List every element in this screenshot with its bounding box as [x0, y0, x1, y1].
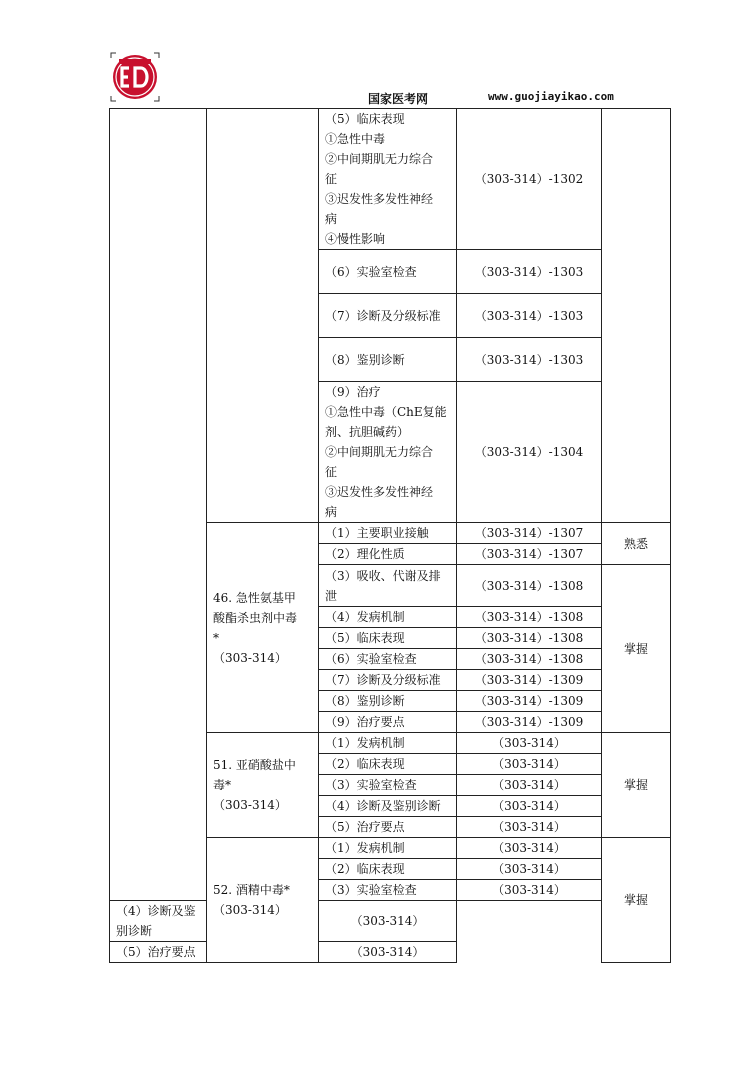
table-row: [110, 109, 671, 250]
item-cell: （4）诊断及鉴别诊断: [110, 901, 207, 942]
item-cell: （9）治疗 ①急性中毒（ChE复能 剂、抗胆碱药） ②中间期肌无力综合 征 ③迟发性多发性神经 病: [319, 382, 457, 523]
item-cell: （5）治疗要点: [319, 817, 457, 838]
code-cell: （303-314）: [457, 880, 602, 901]
site-name: 国家医考网: [368, 92, 429, 106]
topic-title-52: 52. 酒精中毒* （303-314）: [207, 838, 319, 963]
item-cell: （6）实验室检查: [319, 649, 457, 670]
code-cell: （303-314）-1308: [457, 628, 602, 649]
code-cell: （303-314）-1308: [457, 565, 602, 607]
item-cell: （3）实验室检查: [319, 775, 457, 796]
code-cell: （303-314）: [457, 754, 602, 775]
item-cell: （2）临床表现: [319, 859, 457, 880]
code-cell: （303-314）-1309: [457, 670, 602, 691]
site-logo: [110, 52, 160, 102]
level-cell-empty: [602, 109, 671, 523]
topic-title-51: 51. 亚硝酸盐中 毒* （303-314）: [207, 733, 319, 838]
item-cell: （7）诊断及分级标准: [319, 670, 457, 691]
item-cell: （4）诊断及鉴别诊断: [319, 796, 457, 817]
code-cell: （303-314）-1303: [457, 294, 602, 338]
level-cell: 掌握: [602, 565, 671, 733]
code-cell: （303-314）-1303: [457, 250, 602, 294]
code-cell: （303-314）: [457, 838, 602, 859]
code-cell: （303-314）: [457, 817, 602, 838]
item-cell: （8）鉴别诊断: [319, 338, 457, 382]
item-cell: （5）临床表现: [319, 628, 457, 649]
code-cell: （303-314）: [319, 901, 457, 942]
item-cell: （7）诊断及分级标准: [319, 294, 457, 338]
level-cell: 掌握: [602, 838, 671, 963]
code-cell: （303-314）-1307: [457, 544, 602, 565]
code-cell: （303-314）: [457, 796, 602, 817]
table-row: [110, 901, 671, 942]
code-cell: （303-314）-1303: [457, 338, 602, 382]
topic-title-46: 46. 急性氨基甲 酸酯杀虫剂中毒 * （303-314）: [207, 523, 319, 733]
code-cell: （303-314）-1309: [457, 691, 602, 712]
item-cell: （6）实验室检查: [319, 250, 457, 294]
code-cell: （303-314）: [457, 733, 602, 754]
code-cell: （303-314）: [457, 859, 602, 880]
syllabus-table: [109, 108, 671, 963]
table-row: [110, 942, 671, 963]
code-cell: （303-314）-1304: [457, 382, 602, 523]
site-url[interactable]: www.guojiayikao.com: [488, 90, 614, 103]
topic-cell-empty: [207, 109, 319, 523]
code-cell: （303-314）-1308: [457, 649, 602, 670]
code-cell: （303-314）: [457, 775, 602, 796]
level-cell: 掌握: [602, 733, 671, 838]
unit-cell: [110, 109, 207, 901]
item-cell: （9）治疗要点: [319, 712, 457, 733]
item-cell: （3）实验室检查: [319, 880, 457, 901]
item-cell: （8）鉴别诊断: [319, 691, 457, 712]
code-cell: （303-314）-1309: [457, 712, 602, 733]
code-cell: （303-314）: [319, 942, 457, 963]
item-cell: （2）理化性质: [319, 544, 457, 565]
level-cell: 熟悉: [602, 523, 671, 565]
item-cell: （3）吸收、代谢及排 泄: [319, 565, 457, 607]
item-cell: （2）临床表现: [319, 754, 457, 775]
item-cell: （5）治疗要点: [110, 942, 207, 963]
item-cell: （4）发病机制: [319, 607, 457, 628]
code-cell: （303-314）-1302: [457, 109, 602, 250]
item-cell: （1）发病机制: [319, 733, 457, 754]
code-cell: （303-314）-1307: [457, 523, 602, 544]
item-cell: （1）主要职业接触: [319, 523, 457, 544]
code-cell: （303-314）-1308: [457, 607, 602, 628]
item-cell: （1）发病机制: [319, 838, 457, 859]
item-cell: （5）临床表现 ①急性中毒 ②中间期肌无力综合 征 ③迟发性多发性神经 病 ④慢性影响: [319, 109, 457, 250]
